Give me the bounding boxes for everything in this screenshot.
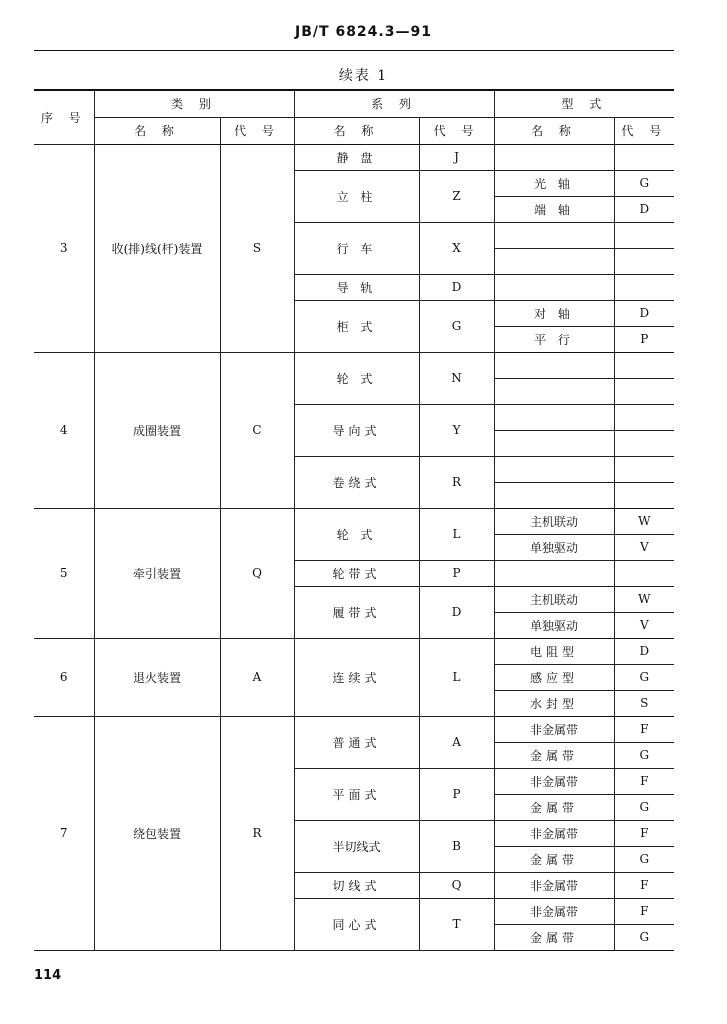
type-code-cell: F bbox=[614, 820, 674, 846]
series-name-cell: 切线式 bbox=[294, 872, 419, 898]
header-category-code: 代 号 bbox=[220, 117, 294, 144]
type-name-cell bbox=[494, 456, 614, 482]
type-code-cell: F bbox=[614, 898, 674, 924]
category-code-cell: Q bbox=[220, 508, 294, 638]
type-code-cell: P bbox=[614, 326, 674, 352]
series-code-cell: T bbox=[419, 898, 494, 950]
header-series: 系 列 bbox=[294, 90, 494, 117]
type-code-cell bbox=[614, 222, 674, 248]
type-code-cell bbox=[614, 352, 674, 378]
seq-cell: 6 bbox=[34, 638, 94, 716]
type-code-cell: S bbox=[614, 690, 674, 716]
page-number: 114 bbox=[34, 968, 62, 983]
header-rule bbox=[34, 50, 674, 51]
series-code-cell: J bbox=[419, 144, 494, 170]
category-code-cell: S bbox=[220, 144, 294, 352]
type-code-cell: F bbox=[614, 768, 674, 794]
type-code-cell bbox=[614, 378, 674, 404]
category-code-cell: A bbox=[220, 638, 294, 716]
table-row bbox=[34, 144, 674, 170]
type-code-cell: W bbox=[614, 586, 674, 612]
header-series-code: 代 号 bbox=[419, 117, 494, 144]
series-code-cell: Z bbox=[419, 170, 494, 222]
type-name-cell bbox=[494, 378, 614, 404]
category-name-cell: 收(排)线(杆)装置 bbox=[94, 144, 220, 352]
type-name-cell bbox=[494, 352, 614, 378]
series-code-cell: X bbox=[419, 222, 494, 274]
series-code-cell: P bbox=[419, 768, 494, 820]
series-name-cell: 卷绕式 bbox=[294, 456, 419, 508]
type-name-cell bbox=[494, 144, 614, 170]
document-code-header: JB/T 6824.3—91 bbox=[295, 24, 432, 40]
type-code-cell bbox=[614, 560, 674, 586]
table-row bbox=[34, 638, 674, 664]
header-category: 类 别 bbox=[94, 90, 294, 117]
series-code-cell: N bbox=[419, 352, 494, 404]
series-name-cell: 导 轨 bbox=[294, 274, 419, 300]
type-name-cell: 电阻型 bbox=[494, 638, 614, 664]
type-name-cell: 非金属带 bbox=[494, 768, 614, 794]
series-name-cell: 柜 式 bbox=[294, 300, 419, 352]
type-name-cell: 主机联动 bbox=[494, 508, 614, 534]
series-name-cell: 导向式 bbox=[294, 404, 419, 456]
type-name-cell: 非金属带 bbox=[494, 716, 614, 742]
type-name-cell: 金属带 bbox=[494, 924, 614, 950]
type-code-cell: F bbox=[614, 716, 674, 742]
type-name-cell bbox=[494, 482, 614, 508]
series-name-cell: 半切线式 bbox=[294, 820, 419, 872]
type-name-cell bbox=[494, 404, 614, 430]
type-code-cell: D bbox=[614, 638, 674, 664]
series-name-cell: 同心式 bbox=[294, 898, 419, 950]
type-name-cell: 光 轴 bbox=[494, 170, 614, 196]
type-name-cell bbox=[494, 430, 614, 456]
series-code-cell: D bbox=[419, 274, 494, 300]
series-code-cell: P bbox=[419, 560, 494, 586]
classification-table bbox=[34, 89, 674, 951]
series-code-cell: Y bbox=[419, 404, 494, 456]
category-code-cell: R bbox=[220, 716, 294, 950]
category-name-cell: 退火装置 bbox=[94, 638, 220, 716]
series-code-cell: G bbox=[419, 300, 494, 352]
table-row bbox=[34, 352, 674, 378]
type-name-cell: 非金属带 bbox=[494, 820, 614, 846]
type-code-cell: G bbox=[614, 664, 674, 690]
type-code-cell bbox=[614, 274, 674, 300]
type-name-cell: 金属带 bbox=[494, 742, 614, 768]
type-code-cell: W bbox=[614, 508, 674, 534]
series-code-cell: D bbox=[419, 586, 494, 638]
type-code-cell bbox=[614, 482, 674, 508]
header-type: 型 式 bbox=[494, 90, 674, 117]
table-title: 续表 1 bbox=[338, 68, 389, 84]
type-code-cell: G bbox=[614, 924, 674, 950]
type-name-cell: 平 行 bbox=[494, 326, 614, 352]
type-code-cell: D bbox=[614, 300, 674, 326]
type-name-cell bbox=[494, 248, 614, 274]
seq-cell: 3 bbox=[34, 144, 94, 352]
header-type-code: 代 号 bbox=[614, 117, 674, 144]
type-code-cell: G bbox=[614, 170, 674, 196]
type-code-cell bbox=[614, 430, 674, 456]
type-name-cell bbox=[494, 560, 614, 586]
type-name-cell: 水封型 bbox=[494, 690, 614, 716]
series-name-cell: 静 盘 bbox=[294, 144, 419, 170]
type-name-cell: 金属带 bbox=[494, 794, 614, 820]
series-code-cell: Q bbox=[419, 872, 494, 898]
category-name-cell: 成圈装置 bbox=[94, 352, 220, 508]
type-code-cell: V bbox=[614, 612, 674, 638]
header-category-name: 名 称 bbox=[94, 117, 220, 144]
series-name-cell: 行 车 bbox=[294, 222, 419, 274]
category-name-cell: 绕包装置 bbox=[94, 716, 220, 950]
type-name-cell: 单独驱动 bbox=[494, 612, 614, 638]
type-name-cell: 非金属带 bbox=[494, 898, 614, 924]
series-name-cell: 普通式 bbox=[294, 716, 419, 768]
table-row bbox=[34, 508, 674, 534]
category-code-cell: C bbox=[220, 352, 294, 508]
series-code-cell: R bbox=[419, 456, 494, 508]
type-name-cell: 单独驱动 bbox=[494, 534, 614, 560]
type-code-cell bbox=[614, 248, 674, 274]
type-code-cell: F bbox=[614, 872, 674, 898]
series-code-cell: B bbox=[419, 820, 494, 872]
series-code-cell: L bbox=[419, 508, 494, 560]
type-code-cell: V bbox=[614, 534, 674, 560]
type-code-cell bbox=[614, 456, 674, 482]
type-code-cell: D bbox=[614, 196, 674, 222]
type-name-cell bbox=[494, 222, 614, 248]
type-code-cell bbox=[614, 404, 674, 430]
type-name-cell: 端 轴 bbox=[494, 196, 614, 222]
category-name-cell: 牵引装置 bbox=[94, 508, 220, 638]
series-name-cell: 轮 式 bbox=[294, 508, 419, 560]
seq-cell: 5 bbox=[34, 508, 94, 638]
type-code-cell bbox=[614, 144, 674, 170]
series-name-cell: 连续式 bbox=[294, 638, 419, 716]
seq-cell: 7 bbox=[34, 716, 94, 950]
series-name-cell: 履带式 bbox=[294, 586, 419, 638]
header-series-name: 名 称 bbox=[294, 117, 419, 144]
table-row bbox=[34, 716, 674, 742]
type-name-cell: 非金属带 bbox=[494, 872, 614, 898]
series-name-cell: 轮带式 bbox=[294, 560, 419, 586]
type-name-cell: 金属带 bbox=[494, 846, 614, 872]
type-code-cell: G bbox=[614, 794, 674, 820]
series-name-cell: 立 柱 bbox=[294, 170, 419, 222]
series-code-cell: A bbox=[419, 716, 494, 768]
seq-cell: 4 bbox=[34, 352, 94, 508]
type-name-cell: 主机联动 bbox=[494, 586, 614, 612]
type-code-cell: G bbox=[614, 742, 674, 768]
type-code-cell: G bbox=[614, 846, 674, 872]
type-name-cell: 对 轴 bbox=[494, 300, 614, 326]
header-type-name: 名 称 bbox=[494, 117, 614, 144]
series-name-cell: 平面式 bbox=[294, 768, 419, 820]
type-name-cell: 感应型 bbox=[494, 664, 614, 690]
series-name-cell: 轮 式 bbox=[294, 352, 419, 404]
header-seq: 序 号 bbox=[34, 90, 94, 144]
series-code-cell: L bbox=[419, 638, 494, 716]
type-name-cell bbox=[494, 274, 614, 300]
